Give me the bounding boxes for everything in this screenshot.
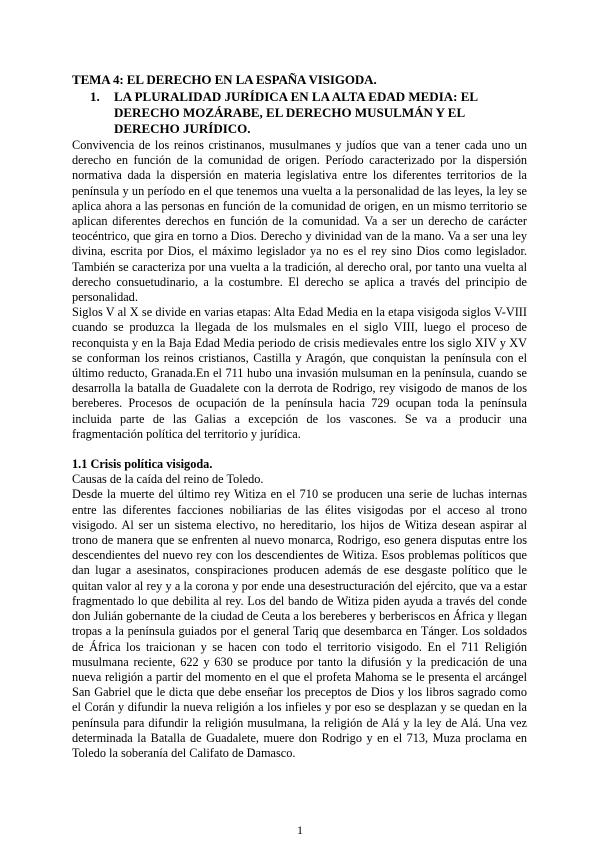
paragraph-1: Convivencia de los reinos cristinanos, musulmanes y judíos que van a tener cada uno un derecho en función de la comunidad de origen. Período caracterizado por la dispersión normativa dada la dispersión en materia legislativa entre los diferentes territorios de la península y un período en el que tenemos una vuelta a la personalidad de las leyes, la ley se aplica ahora a las personas en función de la comunidad de origen, en un mismo territorio se aplican diferentes derechos en función de la comunidad. Va a ser un derecho de carácter teocéntrico, que gira en torno a Dios. Derecho y divinidad van de la mano. Va a ser una ley divina, escrita por Dios, el máximo legislador ya no es el rey sino Dios como legislador. También se caracteriza por una vuelta a la tradición, al derecho oral, por tanto una vuelta al derecho consuetudinario, a la costumbre. El derecho se aplica a través del principio de personalidad. bbox=[72, 138, 527, 305]
spacer bbox=[72, 442, 527, 457]
section-1-number: 1. bbox=[90, 89, 100, 104]
subsection-intro: Causas de la caída del reino de Toledo. bbox=[72, 472, 264, 487]
subsection-paragraph: Desde la muerte del último rey Witiza en el 710 se producen una serie de luchas internas entre las diferentes facciones nobiliarias de las élites visigodas por el acceso al trono visigodo. Al ser un sistema electivo, no hereditario, los hijos de Witiza desean aspirar al trono de manera que se enfrenten al nuevo monarca, Rodrigo, eso genera disputas entre los descendientes del nuevo rey con los descendientes de Witiza. Esos problemas políticos que dan lugar a asesinatos, conspiraciones producen además de ese desgaste político que le quitan valor al rey y a la corona y por ende una desestructuración del ejército, que va a estar fragmentado lo que debilita al rey. Los del bando de Witiza piden ayuda a través del conde don Julián gobernante de la ciudad de Ceuta a los bereberes y berberiscos en África y llegan tropas a la península guiados por el general Tariq que desembarca en Tánger. Los soldados de África los traicionan y se hacen con todo el territorio visigodo. En el 711 Religión musulmana reciente, 622 y 630 se produce por tanto la difusión y la predicación de una nueva religión a partir del momento en el que el profeta Mahoma se le presenta el arcángel San Gabriel que le dicta que debe enseñar los preceptos de Dios y los libros sagrado como el Corán y difundir la nueva religión a los infieles y por eso se desplazan y se quedan en la península para difundir la religión musulmana, la religión de Alá y la ley de Alá. Una vez determinada la Batalla de Guadalete, muere don Rodrigo y en el 713, Muza proclama en Toledo la soberanía del Califato de Damasco. bbox=[72, 487, 527, 760]
document-title: TEMA 4: EL DERECHO EN LA ESPAÑA VISIGODA. bbox=[72, 72, 377, 87]
section-1-title: LA PLURALIDAD JURÍDICA EN LA ALTA EDAD MEDIA: EL DERECHO MOZÁRABE, EL DERECHO MUSULMÁN Y EL DERECHO JURÍDICO. bbox=[114, 89, 478, 136]
paragraph-2: Siglos V al X se divide en varias etapas: Alta Edad Media en la etapa visigoda siglos V-VIII cuando se produzca la llegada de los mulsmales en el siglo VIII, luego el proceso de reconquista y en la Baja Edad Media periodo de crisis medievales entre los siglo XIV y XV se conforman los reinos cristianos, Castilla y Aragón, que conquistan la península con el último reducto, Granada.En el 711 hubo una invasión mulsuman en la península, cuando se desarrolla la batalla de Guadalete con la derrota de Rodrigo, rey visigodo de manos de los bereberes. Procesos de ocupación de la península hacia 729 ocupan toda la península incluida parte de las Galias a excepción de los vascones. Se va a producir una fragmentación política del territorio y jurídica. bbox=[72, 305, 527, 441]
subsection-heading: 1.1 Crisis política visigoda. bbox=[72, 457, 213, 472]
document-page bbox=[72, 72, 527, 761]
section-1-heading bbox=[90, 89, 527, 137]
page-number: 1 bbox=[297, 823, 303, 837]
